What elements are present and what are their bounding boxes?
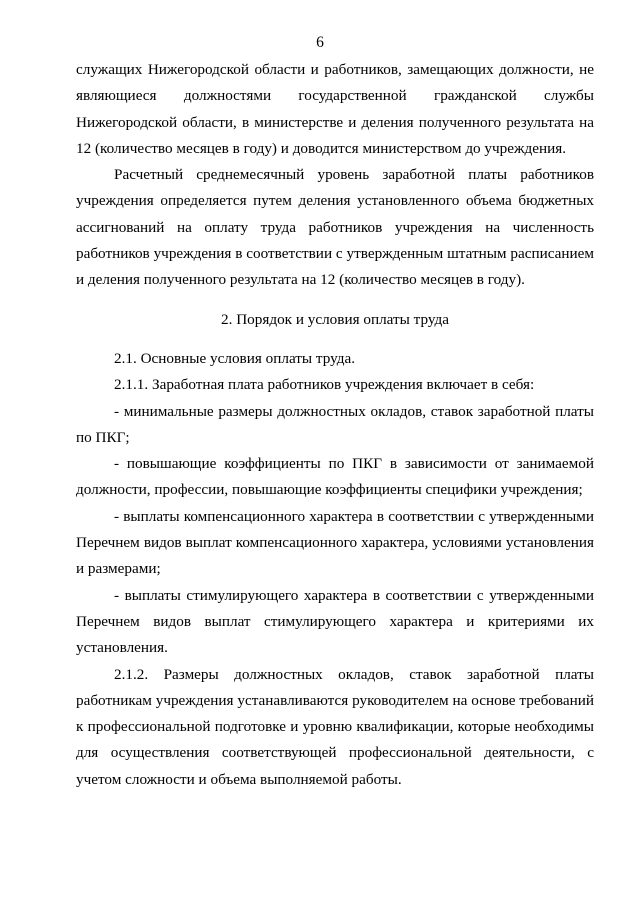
list-item-minimum-salaries: - минимальные размеры должностных окладов, ставок заработной платы по ПКГ; xyxy=(76,402,594,446)
list-item-incentive: - выплаты стимулирующего характера в соответствии с утвержденными Перечнем видов выплат стимулирующего характера и критериями их установления. xyxy=(76,586,594,657)
clause-2-1: 2.1. Основные условия оплаты труда. xyxy=(114,349,356,367)
page-number: 6 xyxy=(316,34,324,51)
list-item-coefficients: - повышающие коэффициенты по ПКГ в зависимости от занимаемой должности, профессии, повышающие коэффициенты специфики учреждения; xyxy=(76,455,594,499)
clause-2-1-1: 2.1.1. Заработная плата работников учреждения включает в себя: xyxy=(114,376,535,394)
document-body xyxy=(76,57,594,793)
section-heading: 2. Порядок и условия оплаты труда xyxy=(221,310,449,328)
paragraph-salary-level: Расчетный среднемесячный уровень заработной платы работников учреждения определяется путем деления установленного объема бюджетных ассигнований на оплату труда работников учреждения на численность работников учреждения в соответствии с утвержденным штатным расписанием и деления полученного результата на 12 (количество месяцев в году). xyxy=(76,166,594,289)
list-item-compensation: - выплаты компенсационного характера в соответствии с утвержденными Перечнем видов выплат компенсационного характера, условиями установления и размерами; xyxy=(76,507,594,578)
clause-2-1-2: 2.1.2. Размеры должностных окладов, ставок заработной платы работникам учреждения устанавливаются руководителем на основе требований к профессиональной подготовке и уровню квалификации, которые необходимы для осуществления соответствующей профессиональной деятельности, с учетом сложности и объема выполняемой работы. xyxy=(76,665,594,788)
paragraph-continuation: служащих Нижегородской области и работников, замещающих должности, не являющиеся должностями государственной гражданской службы Нижегородской области, в министерстве и деления полученного результата на 12 (количество месяцев в году) и доводится министерством до учреждения. xyxy=(76,61,594,157)
